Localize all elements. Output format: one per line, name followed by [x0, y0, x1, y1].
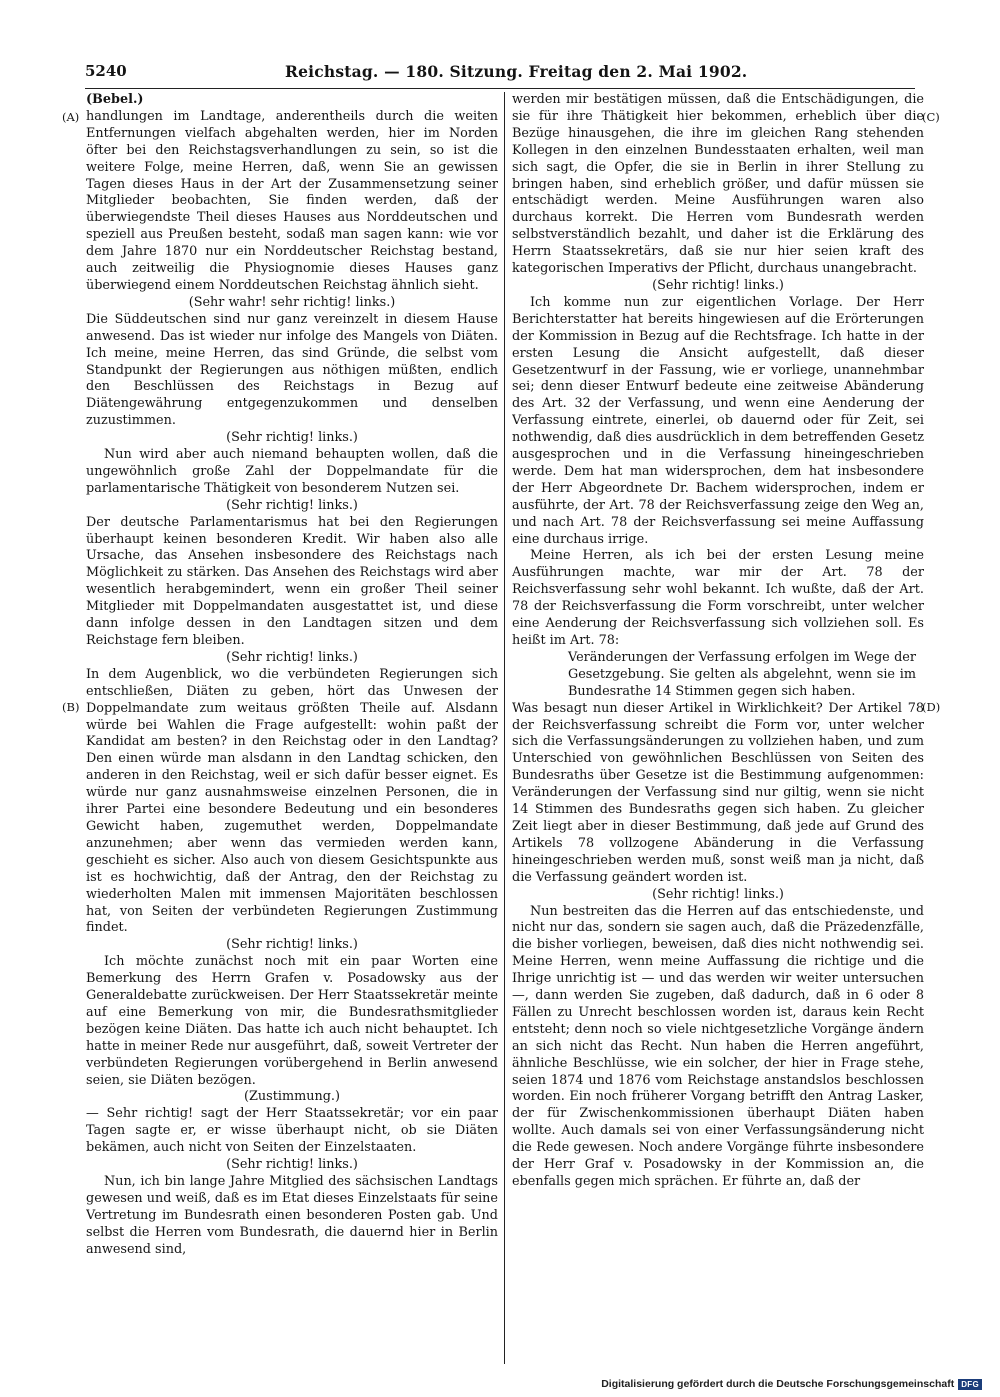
paragraph: Ich komme nun zur eigentlichen Vorlage. Der Herr Berichterstatter hat bereits hingewiesen auf die Erörterungen der Kommission in Bezug auf die Rechtsfrage. Ich hatte in der ersten Lesung die Ansicht aufgestellt, daß dieser Gesetzentwurf in der Fassung, wie er vorliege, unannehmbar sei; denn dieser Entwurf bedeute eine zeitweise Abänderung des Art. 32 der Verfassung, und wenn eine Aenderung der Verfassung eintrete, einerlei, ob dauernd oder für Zeit, sei nothwendig, daß dies ausdrücklich in dem betreffenden Gesetz ausgesprochen und in die Verfassung hineingeschrieben werde. Dem hat man widersprochen, dem hat insbesondere der Herr Abgeordnete Dr. Bachem widersprochen, indem er ausführte, der Art. 78 der Reichsverfassung zeige den Weg an, und nach Art. 78 der Reichsverfassung sei meine Auffassung eine durchaus irrige. — [512, 294, 924, 547]
interjection: (Sehr richtig! links.) — [226, 430, 358, 446]
left-column — [86, 92, 498, 1367]
interjection: (Sehr richtig! links.) — [652, 277, 784, 293]
paragraph: Nun, ich bin lange Jahre Mitglied des sächsischen Landtags gewesen und weiß, daß es im Etat dieses Einzelstaats für seine Vertretung im Bundesrath einen besonderen Posten gab. Und selbst die Herren vom Bundesrath, die dauernd hier in Berlin anwesend sind, — [86, 1174, 498, 1257]
margin-mark-a: (A) — [62, 110, 80, 124]
paragraph: Was besagt nun dieser Artikel in Wirklichkeit? Der Artikel 78 der Reichsverfassung schreibt die Form vor, unter welcher sich die Verfassungsänderungen zu vollziehen haben, und zum Unterschied von gewöhnlichen Beschlüssen von Seiten des Bundesraths über Gesetze ist die Bestimmung aufgenommen: Veränderungen der Verfassung sind nur giltig, wenn sie nicht 14 Stimmen des Bundesraths gegen sich haben. Zu gleicher Zeit liegt aber in dieser Bestimmung, daß jede auf Grund des Artikels 78 vollzogene Abänderung in die Verfassung hineingeschrieben werden muß, sonst weiß man ja nicht, daß die Verfassung geändert worden ist. — [512, 700, 924, 885]
paragraph: werden mir bestätigen müssen, daß die Entschädigungen, die sie für ihre Thätigkeit hier bekommen, erheblich über die Bezüge hinausgehen, die ihre im gleichen Rang stehenden Kollegen in den einzelnen Bundesstaaten erhalten, weil man sich sagt, die Opfer, die sie in Berlin in ihrer Stellung zu bringen haben, sind erheblich größer, und dafür müssen sie entschädigt werden. Meine Ausführungen waren also durchaus korrekt. Die Herren vom Bundesrath werden selbstverständlich bezahlt, und daher ist die Erklärung des Herrn Staatssekretärs, daß sie nur hier seien kraft des kategorischen Imperativs der Pflicht, durchaus unangebracht. — [512, 92, 924, 277]
running-title: Reichstag. — 180. Sitzung. Freitag den 2. Mai 1902. — [285, 62, 748, 81]
margin-mark-c: (C) — [922, 110, 940, 124]
paragraph: Der deutsche Parlamentarismus hat bei den Regierungen überhaupt keinen besonderen Kredit. Wir haben also alle Ursache, das Ansehen insbesondere des Reichstags nach Möglichkeit zu stärken. Das Ansehen des Reichstags wird aber wesentlich herabgemindert, wenn ein großer Theil seiner Mitglieder mit Doppelmandaten ausgestattet ist, und diese dann infolge dessen in den Landtagen sitzen und dem Reichstage fern bleiben. — [86, 514, 498, 648]
interjection: (Sehr richtig! links.) — [226, 497, 358, 513]
interjection: (Sehr richtig! links.) — [652, 886, 784, 902]
column-divider — [504, 92, 505, 1364]
right-column — [512, 92, 924, 1367]
paragraph: Meine Herren, als ich bei der ersten Lesung meine Ausführungen machte, war mir der Art. 78 der Reichsverfassung sehr wohl bekannt. Ich wußte, daß der Art. 78 der Reichsverfassung die Form vorschreibt, unter welcher eine Aenderung der Reichsverfassung sich vollziehen soll. Es heißt im Art. 78: — [512, 548, 924, 648]
interjection: (Sehr richtig! links.) — [226, 1157, 358, 1173]
header-rule — [85, 88, 915, 89]
paragraph: handlungen im Landtage, anderentheils durch die weiten Entfernungen vielfach abgehalten werden, hier im Norden öfter bei den Reichstagsverhandlungen zu sein, so ist die weitere Folge, meine Herren, daß, wenn Sie an gewissen Tagen dieses Haus in der Art der Zusammensetzung seiner Mitglieder beobachten, Sie finden werden, daß der überwiegendste Theil dieses Hauses aus Norddeutschen und speziell aus Preußen besteht, sodaß man sagen kann: wie vor dem Jahre 1870 nur ein Norddeutscher Reichstag bestand, auch zeitweilig die Physiognomie dieses Hauses ganz überwiegend einem Norddeutschen Reichstag ähnlich sieht. — [86, 108, 498, 293]
page-number: 5240 — [85, 62, 127, 80]
paragraph: Nun bestreiten das die Herren auf das entschiedenste, und nicht nur das, sondern sie sagen auch, daß die Präzedenzfälle, die bisher vorliegen, beweisen, daß dies nicht nothwendig sei. Meine Herren, wenn meine Auffassung die richtige und die Ihrige unrichtig ist — und das werden wir weiter untersuchen —, dann werden Sie zugeben, daß dadurch, daß in 6 oder 8 Fällen zu Unrecht beschlossen worden ist, daraus kein Recht entsteht; denn noch so viele nichtgesetzliche Vorgänge ändern an sich nicht das Recht. Nun haben die Herren angeführt, ähnliche Beschlüsse, wie ein solcher, der hier in Frage stehe, seien 1874 und 1876 vom Reichstage anstandslos beschlossen worden. Ein noch früherer Vorgang betrifft den Antrag Lasker, der für Zwischenkommissionen überhaupt Diäten haben wollte. Auch damals sei von einer Verfassungsänderung nicht die Rede gewesen. Noch andere Vorgänge führte insbesondere der Herr Graf v. Posadowsky in der Kommission an, die ebenfalls gegen mich sprächen. Er führte an, daß der — [512, 903, 924, 1189]
interjection: (Sehr wahr! sehr richtig! links.) — [188, 294, 396, 310]
interjection: (Zustimmung.) — [244, 1089, 340, 1105]
footer-credit: Digitalisierung gefördert durch die Deutsche Forschungsgemeinschaft — [601, 1378, 955, 1390]
page-header — [85, 62, 915, 86]
interjection: (Sehr richtig! links.) — [226, 937, 358, 953]
paragraph: Nun wird aber auch niemand behaupten wollen, daß die ungewöhnlich große Zahl der Doppelmandate für die parlamentarische Thätigkeit von besonderem Nutzen sei. — [86, 447, 498, 496]
margin-mark-b: (B) — [62, 700, 80, 714]
block-quote: Veränderungen der Verfassung erfolgen im Wege der Gesetzgebung. Sie gelten als abgelehnt, wenn sie im Bundesrathe 14 Stimmen gegen sich haben. — [568, 649, 916, 699]
interjection: (Sehr richtig! links.) — [226, 649, 358, 665]
margin-mark-d: (D) — [922, 700, 941, 714]
paragraph: Ich möchte zunächst noch mit ein paar Worten eine Bemerkung des Herrn Grafen v. Posadowsky aus der Generaldebatte zurückweisen. Der Herr Staatssekretär meinte auf eine Bemerkung von mir, die Bundesrathsmitglieder bezögen keine Diäten. Das hatte ich auch nicht behauptet. Ich hatte in meiner Rede nur ausgeführt, daß, soweit Vertreter der verbündeten Regierungen vorübergehend in Berlin anwesend seien, sie Diäten bezögen. — [86, 954, 498, 1088]
speaker-name: (Bebel.) — [86, 92, 144, 107]
paragraph: Die Süddeutschen sind nur ganz vereinzelt in diesem Hause anwesend. Das ist wieder nur infolge des Mangels von Diäten. Ich meine, meine Herren, das sind Gründe, die selbst vom Standpunkt der Regierungen aus nöthigen müßten, endlich den Beschlüssen des Reichstags in Bezug auf Diätengewährung entgegenzukommen und denselben zuzustimmen. — [86, 311, 498, 429]
digitization-footer — [601, 1378, 982, 1390]
paragraph: In dem Augenblick, wo die verbündeten Regierungen sich entschließen, Diäten zu geben, hört das Unwesen der Doppelmandate zum weitaus größten Theile auf. Alsdann würde bei Wahlen die Frage aufgestellt: wohin paßt der Kandidat am besten? in den Reichstag oder in den Landtag? Den einen würde man alsdann in den Landtag schicken, den anderen in den Reichstag, weil er sich dafür besser eignet. Es würde nur ganz ausnahmsweise einzelnen Personen, die in ihrer Partei eine besondere Bedeutung und ein besonderes Gewicht haben, zugemuthet werden, Doppelmandate anzunehmen; aber wenn das vermieden werden kann, geschieht es sicher. Also auch von diesem Gesichtspunkte aus ist es hochwichtig, daß der Antrag, den der Reichstag zu wiederholten Malen mit immensen Majoritäten beschlossen hat, von Seiten der verbündeten Regierungen Zustimmung findet. — [86, 666, 498, 936]
paragraph: — Sehr richtig! sagt der Herr Staatssekretär; vor ein paar Tagen sagte er, er wisse überhaupt nicht, ob sie Diäten bekämen, auch nicht von Seiten der Einzelstaaten. — [86, 1106, 498, 1156]
dfg-logo-icon: DFG — [958, 1379, 982, 1390]
